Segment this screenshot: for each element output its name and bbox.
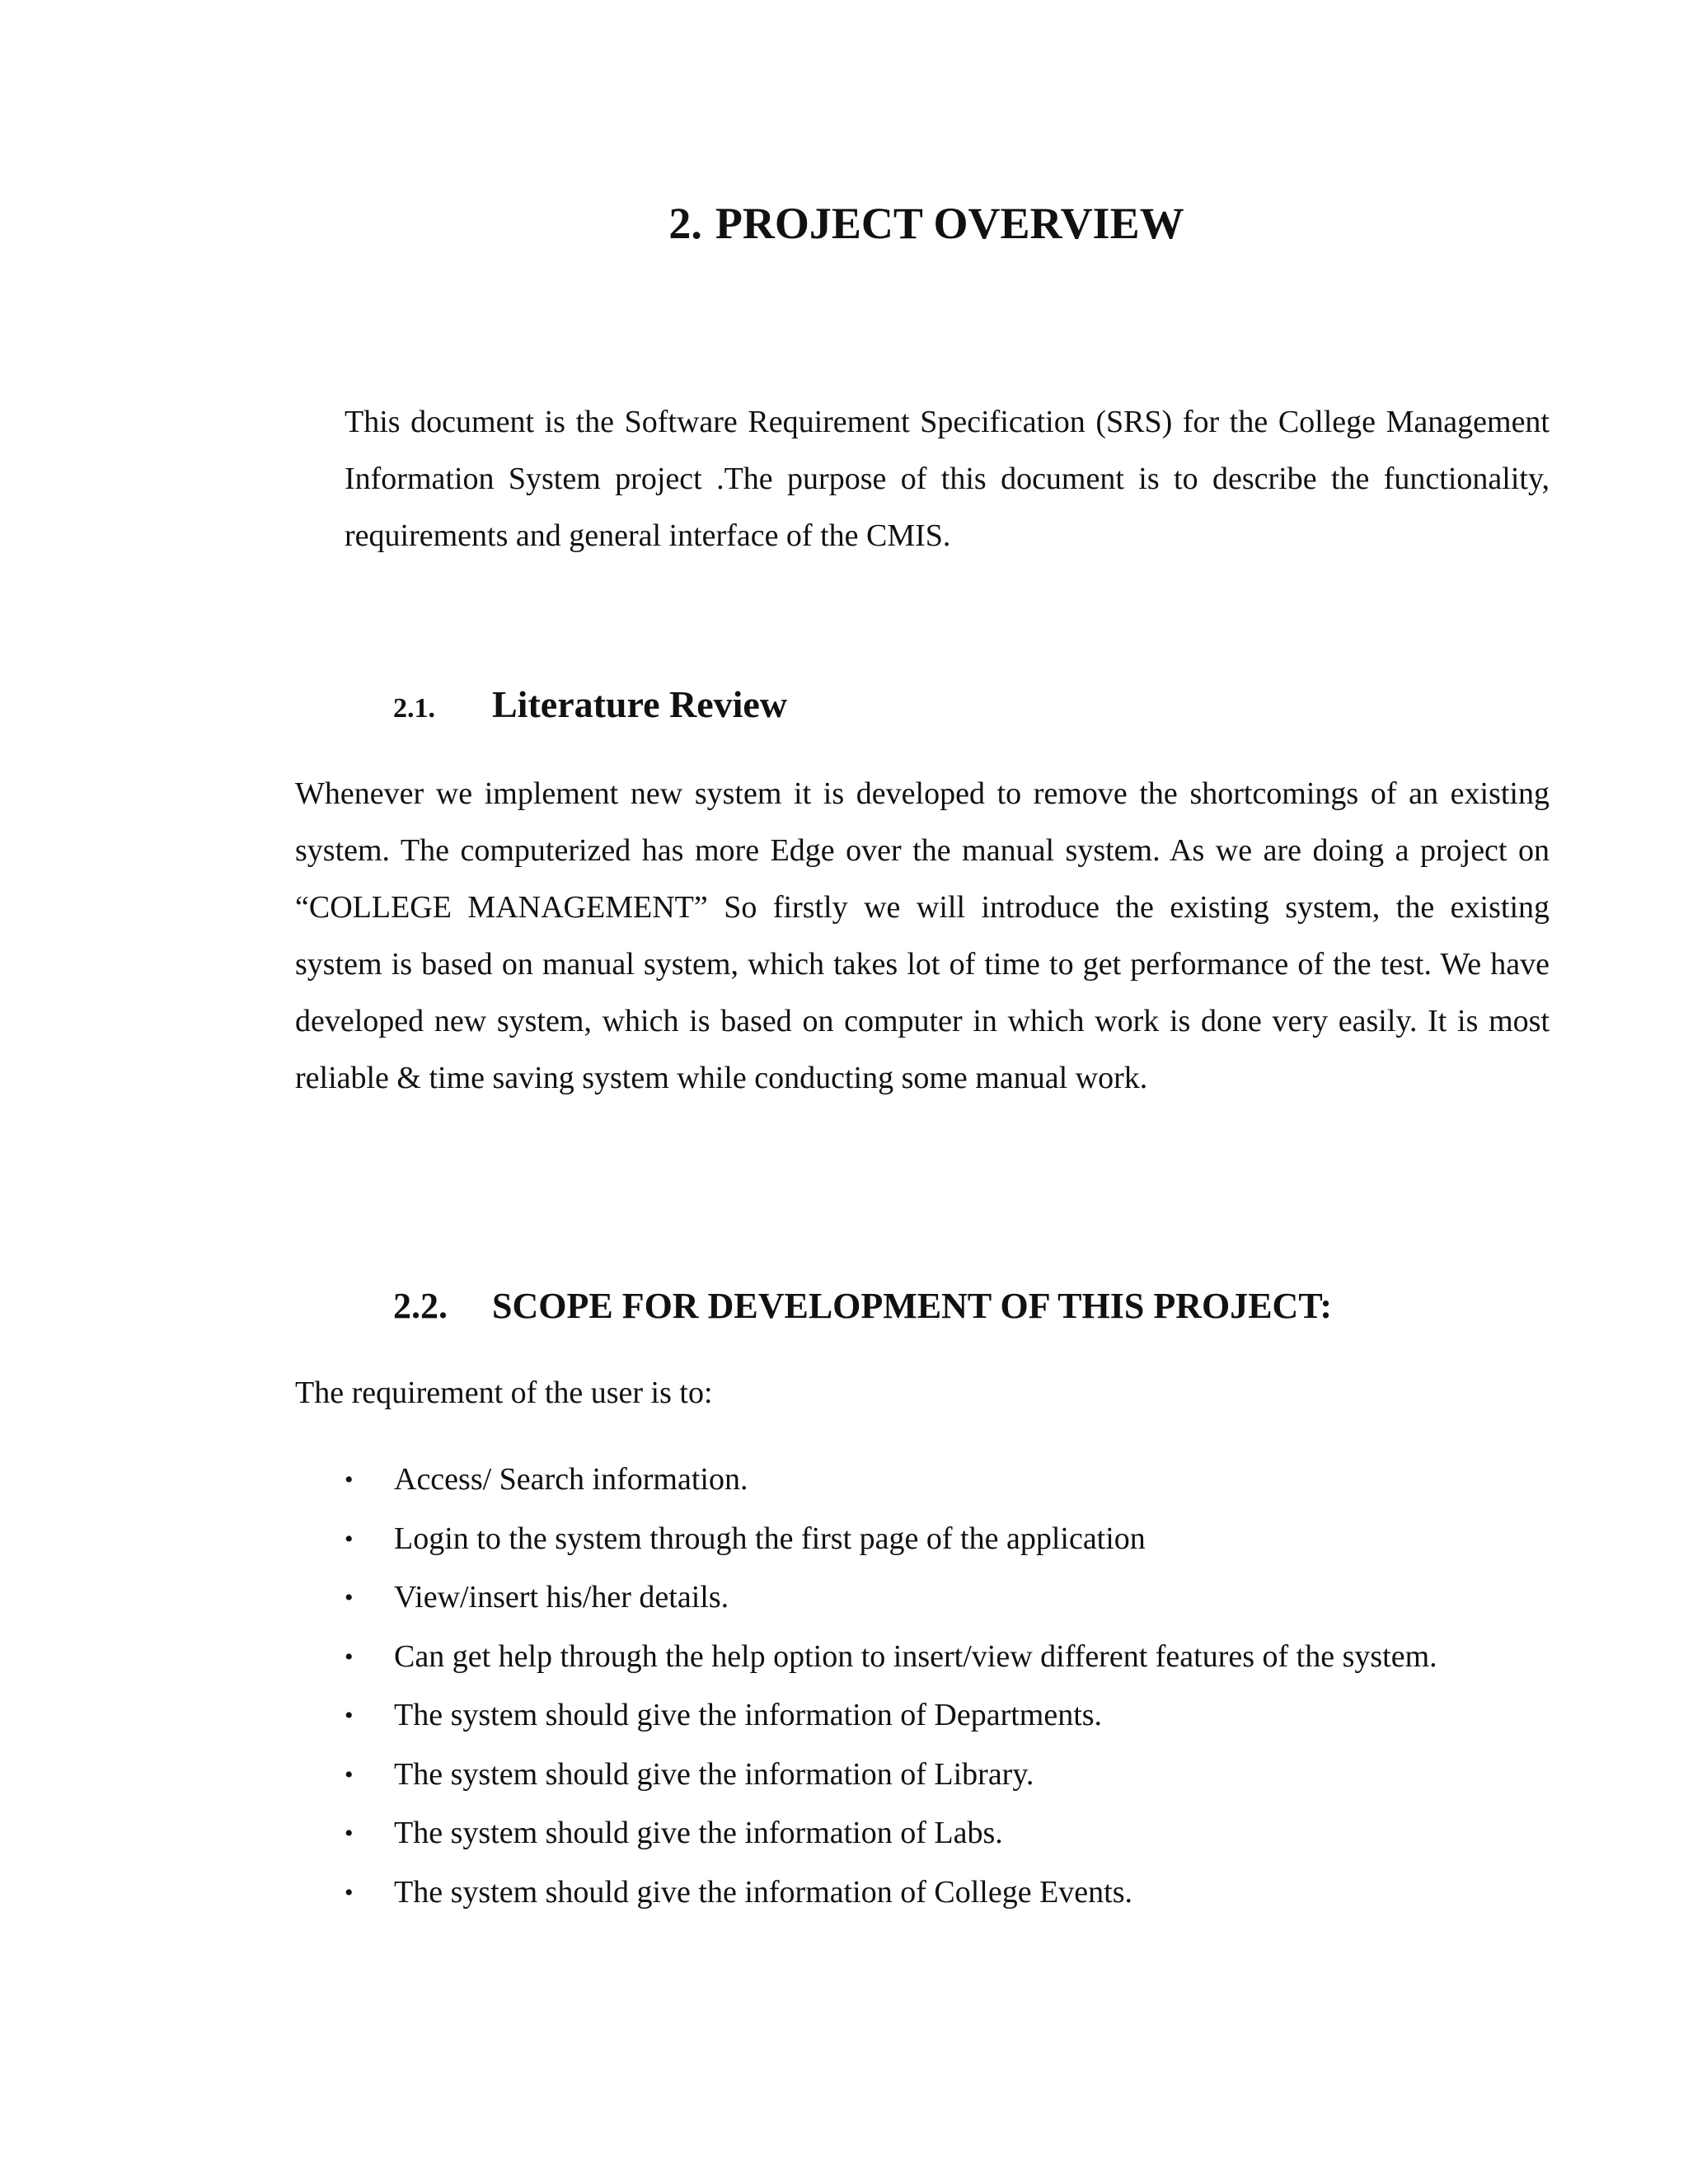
- list-item: [345, 1510, 1437, 1569]
- intro-paragraph: This document is the Software Requirement Specification (SRS) for the College Management Information System project .The purpose of this document is to describe the functionality, requirements and general interface of the CMIS.: [345, 405, 1550, 553]
- list-item: [345, 1451, 1437, 1510]
- requirements-list: [345, 1451, 1437, 1922]
- list-item: [345, 1863, 1437, 1923]
- section-heading-scope: [393, 1277, 1332, 1335]
- bullet-icon: •: [345, 1820, 354, 1847]
- bullet-icon: •: [345, 1525, 354, 1553]
- section-number: 2.1.: [393, 693, 435, 724]
- section-number: 2.2.: [393, 1286, 448, 1326]
- bullet-icon: •: [345, 1878, 354, 1906]
- list-item-text: Access/ Search information.: [394, 1462, 748, 1497]
- list-item: [345, 1804, 1437, 1863]
- list-item-text: The system should give the information of College Events.: [394, 1874, 1133, 1910]
- list-item: [345, 1568, 1437, 1628]
- section-title: Literature Review: [492, 683, 788, 725]
- bullet-icon: •: [345, 1702, 354, 1729]
- list-item-text: View/insert his/her details.: [394, 1580, 729, 1615]
- list-item: [345, 1686, 1437, 1746]
- literature-review-paragraph: Whenever we implement new system it is developed to remove the shortcomings of an existing system. The computerized has more Edge over the manual system. As we are doing a project on “COLLEGE MANAGEMENT” So firstly we will introduce the existing system, the existing system is based on manual system, which takes lot of time to get performance of the test. We have developed new system, which is based on computer in which work is done very easily. It is most reliable & time saving system while conducting some manual work.: [295, 776, 1550, 1095]
- list-item-text: The system should give the information of Departments.: [394, 1698, 1103, 1732]
- bullet-icon: •: [345, 1643, 354, 1671]
- bullet-icon: •: [345, 1760, 354, 1788]
- list-item: [345, 1628, 1437, 1687]
- chapter-number: 2.: [668, 199, 702, 248]
- list-item: [345, 1746, 1437, 1805]
- list-item-text: Can get help through the help option to insert/view different features of the system.: [394, 1638, 1437, 1674]
- bullet-icon: •: [345, 1584, 354, 1611]
- chapter-title-text: PROJECT OVERVIEW: [715, 199, 1184, 248]
- section-title: SCOPE FOR DEVELOPMENT OF THIS PROJECT:: [492, 1286, 1333, 1326]
- section-heading-literature-review: [393, 676, 787, 738]
- bullet-icon: •: [345, 1466, 354, 1493]
- list-item-text: Login to the system through the first page of the application: [394, 1521, 1146, 1556]
- chapter-title: [0, 194, 1688, 252]
- requirements-lead: The requirement of the user is to:: [295, 1376, 713, 1410]
- list-item-text: The system should give the information of Labs.: [394, 1816, 1003, 1850]
- list-item-text: The system should give the information of Library.: [394, 1756, 1034, 1792]
